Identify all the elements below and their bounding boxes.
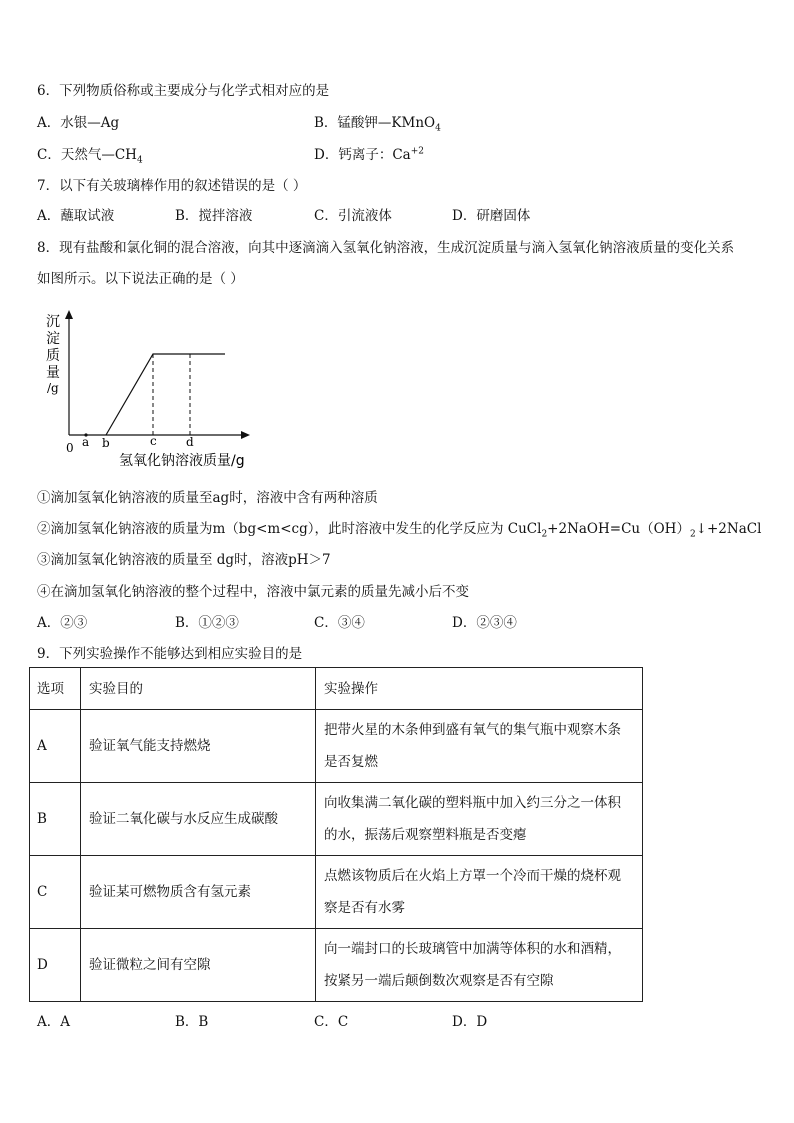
row-goal: 验证微粒之间有空隙 [81,929,316,1002]
q8-option-b: B．①②③ [175,615,239,631]
graph-origin-label: 0 [66,441,74,455]
q6-option-d: D．钙离子：$Ca^{+2}$ [314,146,424,163]
graph-tick-c: c [150,434,157,448]
row-operation: 点燃该物质后在火焰上方罩一个冷而干燥的烧杯观 察是否有水雾 [316,856,643,929]
q9-stem: 9．下列实验操作不能够达到相应实验目的是 [37,646,303,662]
q8-option-c: C．③④ [314,615,365,631]
q9-option-a: A．A [37,1014,70,1030]
graph-xlabel: 氢氧化钠溶液质量/g [119,453,245,469]
row-operation: 向一端封口的长玻璃管中加满等体积的水和酒精， 按紧另一端后颠倒数次观察是否有空隙 [316,929,643,1002]
graph-x-arrow [241,431,250,439]
q8-option-d: D．②③④ [452,615,517,631]
row-key: B [30,783,81,856]
q6-option-b: B．锰酸钾—KMnO$_4$ [314,115,441,134]
row-goal: 验证二氧化碳与水反应生成碳酸 [81,783,316,856]
q8-statement-1: ①滴加氢氧化钠溶液的质量至ag时，溶液中含有两种溶质 [37,490,378,506]
q7-stem: 7．以下有关玻璃棒作用的叙述错误的是（ ） [37,178,307,194]
table-row [30,710,643,783]
q8-graph [38,308,268,474]
q8-stem-line1: 8．现有盐酸和氯化铜的混合溶液，向其中逐滴滴入氢氧化钠溶液，生成沉淀质量与滴入氢氧化钠溶液质量的变化关系 [37,240,735,256]
q8-option-a: A．②③ [37,615,88,631]
table-row [30,929,643,1002]
graph-tick-d: d [186,435,194,449]
graph-ylabel-char: 质 [46,348,60,364]
header-operation: 实验操作 [316,668,643,710]
header-option: 选项 [30,668,81,710]
q8-stem-line2: 如图所示。以下说法正确的是（ ） [37,271,244,287]
q6-option-c: C．天然气$—CH_4$ [37,147,143,166]
row-operation: 把带火星的木条伸到盛有氧气的集气瓶中观察木条 是否复燃 [316,710,643,783]
graph-y-arrow [65,310,73,319]
q9-option-b: B．B [175,1014,209,1030]
graph-tick-a: a [82,435,90,449]
graph-curve [106,354,225,435]
graph-ylabel-char: 沉 [46,314,60,330]
q8-statement-2: ②滴加氢氧化钠溶液的质量为m（bg<m<cg），此时溶液中发生的化学反应为 $CuCl_2+2NaOH=Cu(OH)_2↓+2NaCl$ [37,521,762,540]
header-goal: 实验目的 [81,668,316,710]
row-goal: 验证氧气能支持燃烧 [81,710,316,783]
q6-stem: 6．下列物质俗称或主要成分与化学式相对应的是 [37,83,330,99]
graph-ylabel-char: /g [47,381,59,395]
table-header-row [30,668,643,710]
graph-ylabel-char: 量 [46,365,60,381]
row-key: C [30,856,81,929]
q8-statement-3: ③滴加氢氧化钠溶液的质量至 dg时，溶液pH＞7 [37,552,331,568]
q7-option-b: B．搅拌溶液 [175,208,253,224]
q9-table [29,667,643,1002]
table-row [30,856,643,929]
q7-option-c: C．引流液体 [314,208,392,224]
q6-option-a: A．水银—Ag [37,115,120,131]
q7-option-d: D．研磨固体 [452,208,531,224]
row-operation: 向收集满二氧化碳的塑料瓶中加入约三分之一体积 的水，振荡后观察塑料瓶是否变瘪 [316,783,643,856]
row-key: A [30,710,81,783]
graph-tick-b: b [102,436,110,450]
q9-option-c: C．C [314,1014,349,1030]
row-goal: 验证某可燃物质含有氢元素 [81,856,316,929]
row-key: D [30,929,81,1002]
graph-ylabel-char: 淀 [46,331,60,347]
q8-statement-4: ④在滴加氢氧化钠溶液的整个过程中，溶液中氯元素的质量先减小后不变 [37,584,469,600]
table-row [30,783,643,856]
q9-option-d: D．D [452,1014,488,1030]
q7-option-a: A．蘸取试液 [37,208,115,224]
